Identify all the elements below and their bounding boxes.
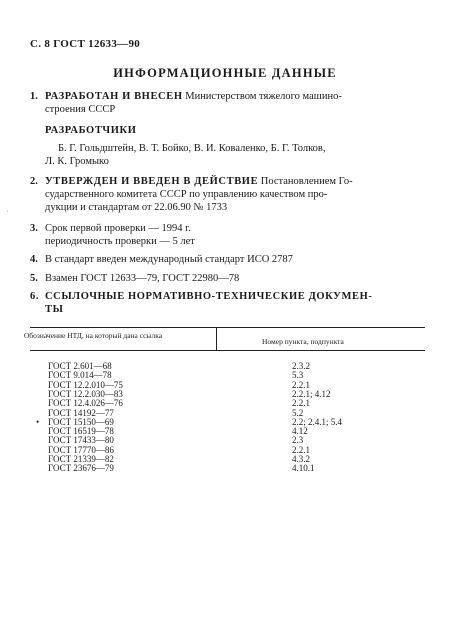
margin-mark: • bbox=[36, 417, 40, 427]
item-1-content bbox=[45, 90, 342, 103]
item-1-rest: Министерством тяжелого машино- bbox=[182, 91, 342, 102]
table-cell-doc: ГОСТ 14192—77 bbox=[48, 407, 114, 418]
table-cell-ref: 2.2.1 bbox=[292, 444, 310, 455]
page-header: С. 8 ГОСТ 12633—90 bbox=[30, 38, 141, 50]
item-4-text: В стандарт введен международный стандарт ИСО 2787 bbox=[45, 254, 293, 265]
item-3-line1: Срок первой проверки — 1994 г. bbox=[45, 223, 191, 234]
table-cell-doc: ГОСТ 12.2.010—75 bbox=[48, 379, 123, 390]
table-cell-doc: ГОСТ 17770—86 bbox=[48, 444, 114, 455]
item-2-line3: дукции и стандартам от 22.06.90 № 1733 bbox=[45, 202, 228, 213]
table-cell-doc: ГОСТ 21339—82 bbox=[48, 454, 114, 464]
table-cell-doc: ГОСТ 2.601—68 bbox=[48, 361, 112, 371]
table-cell-ref: 2.3.2 bbox=[292, 361, 310, 371]
table-cell-ref: 4.3.2 bbox=[292, 454, 310, 464]
table-cell-ref: 5.2 bbox=[292, 407, 304, 418]
table-cell-doc: ГОСТ 12.2.030—83 bbox=[48, 388, 123, 399]
item-4 bbox=[30, 253, 430, 267]
item-3-number: 3. bbox=[30, 223, 38, 234]
item-5-number: 5. bbox=[30, 273, 38, 284]
table-top-rule bbox=[30, 327, 425, 328]
item-2-rest: Постановлением Го- bbox=[258, 176, 353, 187]
item-2-lead: УТВЕРЖДЕН И ВВЕДЕН В ДЕЙСТВИЕ bbox=[45, 176, 259, 187]
table-header-rule bbox=[30, 350, 425, 351]
item-2-number: 2. bbox=[30, 176, 38, 187]
table-cell-doc: ГОСТ 9.014—78 bbox=[48, 370, 112, 381]
margin-tick: · bbox=[6, 207, 9, 216]
item-1 bbox=[30, 90, 430, 118]
item-6-line2: ТЫ bbox=[45, 304, 64, 315]
table-cell-doc: ГОСТ 12.4.026—76 bbox=[48, 398, 123, 409]
item-2-line2: сударственного комитета СССР по управлению качеством про- bbox=[45, 189, 328, 200]
table-cell-ref: 2.2.1 bbox=[292, 379, 310, 390]
item-1-lead: РАЗРАБОТАН И ВНЕСЕН bbox=[45, 91, 183, 102]
table-cell-ref: 2.3 bbox=[292, 435, 304, 446]
item-4-number: 4. bbox=[30, 254, 38, 265]
item-2-content bbox=[45, 175, 353, 188]
table-cell-doc: ГОСТ 15150—69 bbox=[48, 416, 114, 427]
item-5 bbox=[30, 272, 430, 286]
item-6-number: 6. bbox=[30, 291, 40, 302]
table-cell-ref: 5.3 bbox=[292, 370, 304, 381]
table-cell-doc: ГОСТ 16519—78 bbox=[48, 426, 114, 437]
table-cell-doc: ГОСТ 17433—80 bbox=[48, 435, 114, 446]
item-5-text: Взамен ГОСТ 12633—79, ГОСТ 22980—78 bbox=[45, 273, 240, 284]
table-cell-ref: 4.10.1 bbox=[292, 463, 315, 474]
table-column-divider bbox=[216, 327, 217, 350]
table-cell-ref: 2.2; 2.4.1; 5.4 bbox=[292, 416, 343, 427]
table-cell-ref: 2.2.1 bbox=[292, 398, 310, 409]
section-title: ИНФОРМАЦИОННЫЕ ДАННЫЕ bbox=[113, 66, 337, 80]
item-3 bbox=[30, 222, 430, 250]
item-6 bbox=[30, 290, 440, 318]
table-row bbox=[0, 463, 450, 473]
table-cell-ref: 4.12 bbox=[292, 426, 308, 437]
item-1-number: 1. bbox=[30, 91, 38, 102]
item-1-line2: строения СССР bbox=[45, 104, 116, 115]
developers-line1: Б. Г. Гольдштейн, В. Т. Бойко, В. И. Коваленко, Б. Г. Толков, bbox=[58, 143, 326, 154]
developers-heading: РАЗРАБОТЧИКИ bbox=[45, 125, 137, 136]
table-header-doc: Обозначение НТД, на который дана ссылка bbox=[23, 331, 163, 340]
developers-line2: Л. К. Громыко bbox=[45, 156, 109, 167]
item-2 bbox=[30, 175, 430, 215]
table-cell-doc: ГОСТ 23676—79 bbox=[48, 463, 114, 474]
item-3-line2: периодичность проверки — 5 лет bbox=[45, 236, 195, 247]
table-header-ref: Номер пункта, подпункта bbox=[262, 337, 344, 346]
item-6-line1: ССЫЛОЧНЫЕ НОРМАТИВНО-ТЕХНИЧЕСКИЕ ДОКУМЕН- bbox=[45, 291, 373, 302]
table-cell-ref: 2.2.1; 4.12 bbox=[292, 388, 331, 399]
